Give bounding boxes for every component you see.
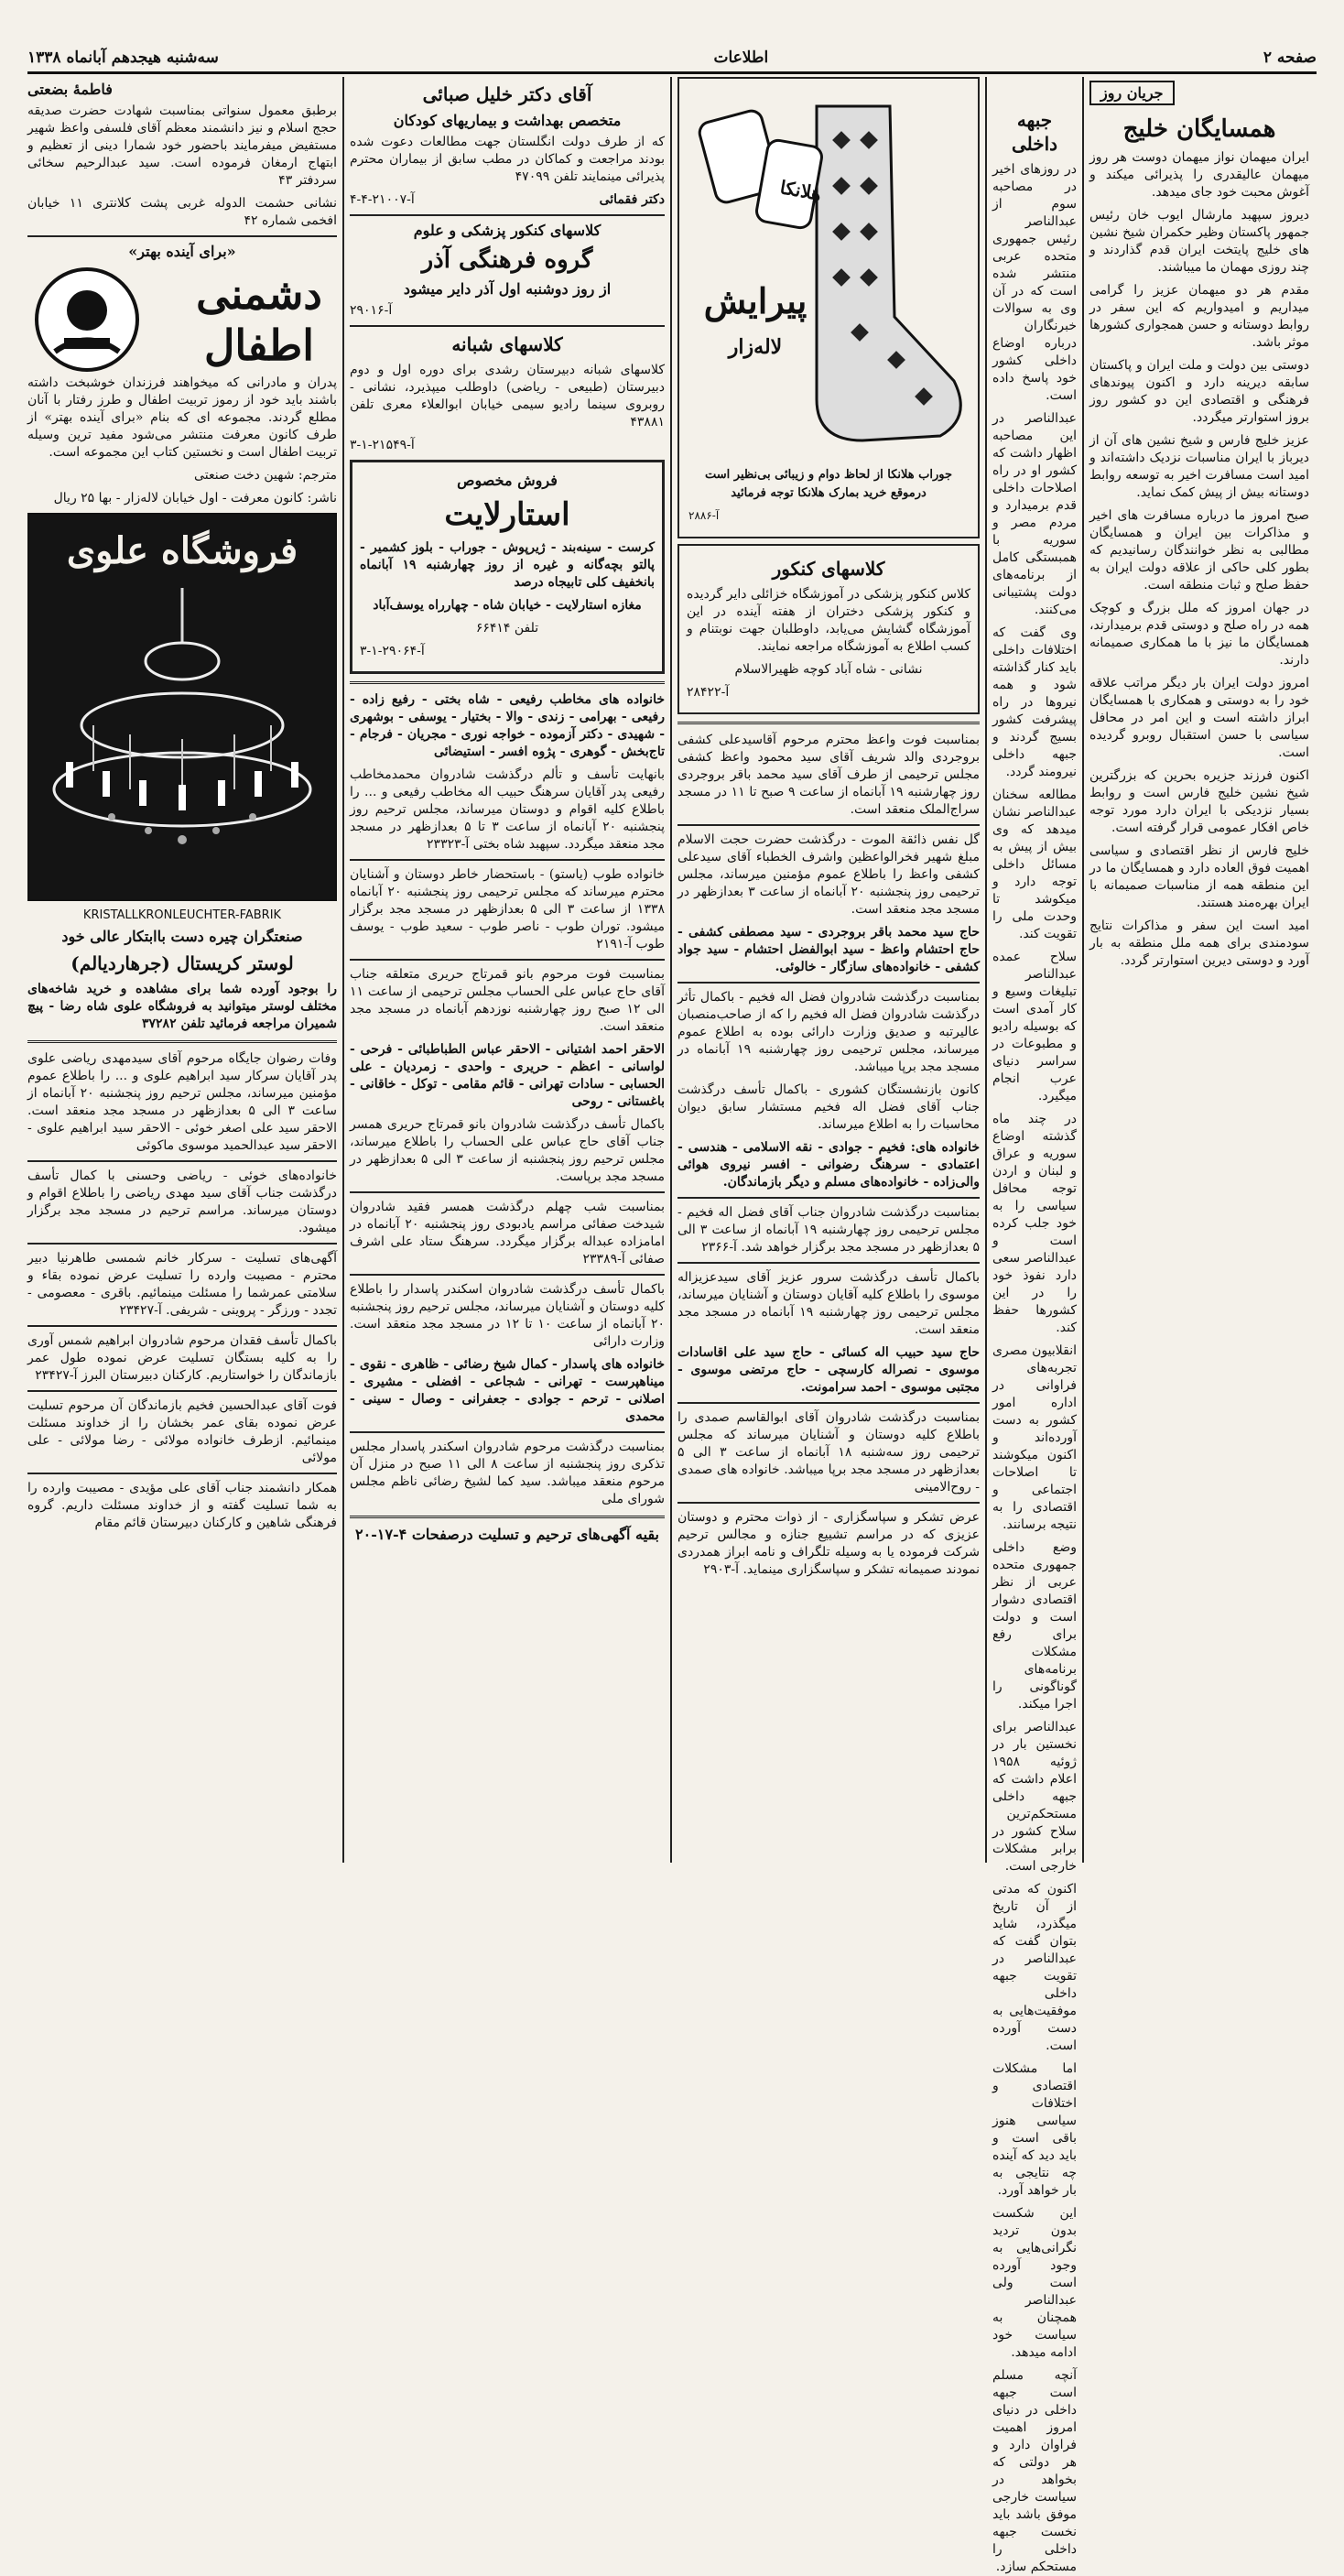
column-internal-front [992,103,1077,2574]
obituary-notice: کانون بازنشستگان کشوری - باکمال تأسف درگذشت جناب آقای فضل اله فخیم مستشار سابق دیوان محاسبات را به اطلاع میرساند. [677,1082,980,1132]
divider [350,1431,665,1433]
ad-title: کلاسهای کنکور [772,558,885,580]
divider [677,1502,980,1504]
condolence-notice: باکمال تأسف فقدان مرحوم شادروان ابراهیم شمس آوری را به کلیه بستگان تسلیت عرض نموده طول عمر بازماندگان را خواستاریم. کارکنان دبیرستان البرز آ-۲۳۴۲۷ [27,1333,337,1383]
paper-name: اطلاعات [713,49,769,67]
column-ads-notices-b [350,77,665,1863]
article-paragraph: مقدم هر دو میهمان عزیز را گرامی میداریم و امیدواریم که این سفر در روابط دوستانه و حسن همجواری کشورها موثر باشد. [1089,283,1309,350]
night-classes-ad [350,332,665,454]
divider [677,824,980,826]
column-rule [985,77,987,1863]
obituary-notice: باکمال تأسف درگذشت شادروان بانو قمرتاج حریری همسر جناب آقای حاج عباس علی الحساب را باطلاع میرساند، مجلس ترحیم روز پنجشنبه از ساعت ۳ الی ۵ بعدازظهر در مسجد مجد برپاست. [350,1117,665,1184]
notice-title: فاطمهٔ بضعتی [27,81,113,98]
divider [27,1325,337,1327]
article-paragraph: عزیز خلیج فارس و شیخ نشین های آن از دیرباز با ایران مناسبات نزدیک داشته‌اند و امید است مسافرت اخیر به توسعه روابط دوستانه بیش از پیش کمک نماید. [1089,433,1309,500]
masthead [27,44,1317,74]
store-text: را بوجود آورده شما برای مشاهده و خرید شاخه‌های مختلف لوستر میتوانید به فروشگاه علوی شاه رضا - پیچ شمیران مراجعه فرمائید تلفن ۳۷۲۸۲ [27,982,337,1031]
divider [350,1274,665,1276]
starlight-ad [350,460,665,674]
obituary-notice: حاج سید حبیب اله کسائی - حاج سید علی اقاسادات موسوی - نصراله کارسچی - حاج مرتضی موسوی - مجتبی موسوی - احمد سرامونت. [677,1345,980,1395]
article-paragraph: وی گفت که اختلافات داخلی باید کنار گذاشته شود و همه نیروها در راه پیشرفت کشور بسیج گردند و جبهه داخلی نیرومند گردد. [992,625,1077,779]
article-paragraph: مطالعه سخنان عبدالناصر نشان میدهد که وی بیش از پیش به مسائل داخلی توجه دارد و میکوشد تا وحدت ملی را تقویت کند. [992,788,1077,941]
page-date: سه‌شنبه هیجدهم آبانماه ۱۳۳۸ [27,49,219,67]
section-tag: جریان روز [1089,81,1175,105]
ad-brand: پیرایش [703,280,807,321]
obituary-notice: عرض تشکر و سپاسگزاری - از ذوات محترم و دوستان عزیزی که در مراسم تشییع جنازه و مجالس ترحیم شرکت فرموده یا به وسیله تلگراف و نامه ابراز همدردی نمودند صمیمانه تشکر و سپاسگزاری مینماید. آ-۲۹۰۳ [677,1510,980,1577]
ad-footer [350,191,665,209]
sock-illustration [679,79,978,463]
ad-code: آ-۲۸۸۶ [688,509,720,522]
notice-text: برطبق معمول سنواتی بمناسبت شهادت حضرت صدیقه حجج اسلام و نیز دانشمند معظم آقای فلسفی واعظ شهیر مستفیض میفرمایند باحضور خود شمارا دینی از تعظیم و ابتهاج ارمغان فرموده است. سید عبدالرحیم سخائی سردفتر ۴۳ [27,103,337,188]
obituary-notice: خانواده های مخاطب رفیعی - شاه بختی - رفیع زاده - رفیعی - بهرامی - زندی - والا - بختیار - یوسفی - بوشهری - شهیدی - دکتر آزموده - خواجه نوری - مجریان - فرجام - تاج‌بخش - گوهری - پژوه افسر - استیضائی [350,692,665,759]
divider [350,214,665,216]
divider [27,1243,337,1245]
ad-address: نشانی - شاه آباد کوچه ظهیرالاسلام [734,662,923,677]
article-paragraph: سلاح عمده عبدالناصر تبلیغات وسیع و کار آمدی است که بوسیله رادیو و مطبوعات در سراسر دنیای عرب انجام میگیرد. [992,950,1077,1103]
obituary-notice: وفات رضوان جایگاه مرحوم آقای سیدمهدی ریاضی علوی پدر آقایان سرکار سید ابراهیم علوی و ... را باطلاع عموم مؤمنین میرساند، مجلس ترحیم روز پنجشنبه ۲۰ آبانماه از ساعت ۳ الی ۵ بعدازظهر در مسجد مجد منعقد است. الاحقر سید علی اصغر خوئی - الاحقر سید ابراهیم علوی - الاحقر سید عبدالحمید موسوی ماکوئی [27,1051,338,1153]
ad-phone: تلفن ۶۶۴۱۴ [475,621,539,636]
ad-code: آ-۲۱۰۰۷-۴-۴ [350,192,415,207]
store-product: لوستر کریستال (جرهاردیالم) [70,952,294,974]
article-paragraph: در روزهای اخیر در مصاحبه سوم از عبدالناصر رئیس جمهوری متحده عربی منتشر شده است که در آن وی به سوالات خبرنگاران درباره اوضاع داخلی کشور خود پاسخ داده است. [992,162,1077,403]
column-rule [1082,77,1084,1863]
divider [350,325,665,327]
column-ads-notices-c [27,77,337,1863]
page-number: صفحه ۲ [1263,49,1317,67]
helanca-sock-ad [677,77,980,538]
page-footer-note: بقیه آگهی‌های ترحیم و تسلیت درصفحات ۴-۱۷-۲۰ [355,1526,659,1543]
obituary-notice: بمناسبت درگذشت شادروان جناب آقای فضل اله فخیم - مجلس ترحیمی روز چهارشنبه ۱۹ آبانماه از ساعت ۳ الی ۵ بعدازظهر در مسجد مجد برگزار خواهد شد. آ-۲۳۶۶ [677,1205,980,1255]
ad-title: کلاسهای شبانه [451,333,563,355]
doctor-ad [350,82,665,209]
ad-text: کلاس کنکور پزشکی در آموزشگاه خزائلی دایر گردیده و کنکور پزشکی دختران از هفته آینده در این آموزشگاه گشایش می‌یابد، داوطلبان جهت نوبتنام و کسب اطلاع به آموزشگاه مراجعه نمایند. [687,587,970,654]
obituary-notice: حاج سید محمد باقر بروجردی - سید مصطفی کشفی - حاج احتشام واعظ - سید ابوالفضل احتشام - سید جواد کشفی - خانواده‌های سازگار - خالوئی. [677,925,980,974]
divider [677,1197,980,1199]
book-title: دشمنی [196,269,322,319]
chandelier-ad-image [27,513,337,901]
article-paragraph: امید است این سفر و مذاکرات نتایج سودمندی برای همه ملل منطقه به بار آورد و دوستی دیرین استوارتر گردد. [1089,918,1309,968]
divider [27,1160,337,1162]
article-paragraph: دوستی بین دولت و ملت ایران و پاکستان سابقه دیرینه دارد و اکنون پیوندهای فرهنگی و اقتصادی این دو کشور روز بروز استوارتر میگردد. [1089,358,1309,425]
book-ad [27,243,337,507]
article-title: جبهه داخلی [1011,109,1058,155]
article-paragraph: آنچه مسلم است جبهه داخلی در دنیای امروز اهمیت فراوان دارد و هر دولتی که بخواهد در سیاست خارجی موفق باشد باید نخست جبهه داخلی را مستحکم سازد. [992,2368,1077,2574]
column-rule [670,77,672,1863]
store-subtitle: صنعتگران چیره دست باابتکار عالی خود [61,928,303,945]
fatemeh-notice [27,81,337,230]
ad-line: جوراب هلانکا از لحاظ دوام و زیبائی بی‌نظیر است [704,468,953,482]
article-paragraph: عبدالناصر برای نخستین بار در ژوئیه ۱۹۵۸ اعلام داشت که جبهه داخلی مستحکم‌ترین سلاح کشور در برابر مشکلات خارجی است. [992,1720,1077,1874]
ad-code: آ-۲۸۴۲۲ [687,685,730,700]
ad-kicker: «برای آینده بهتر» [128,243,236,260]
ad-sign: دکتر فقمائی [599,192,665,207]
obituary-notice: باکمال تأسف درگذشت سرور عزیز آقای سیدعزیزاله موسوی را باطلاع کلیه آقایان دوستان و آشنایان میرساند، مجلس ترحیمی روز چهارشنبه ۱۹ آبانماه در مسجد مجد منعقد است. [677,1270,980,1337]
ad-code: آ-۲۱۵۴۹-۱-۳ [350,438,415,452]
ad-code: آ-۲۹۰۶۴-۱-۳ [360,644,425,658]
ad-text: از روز دوشنبه اول آذر دایر میشود [403,280,612,298]
divider [350,1191,665,1193]
obituary-notice: بمناسبت فوت واعظ محترم مرحوم آقاسیدعلی کشفی بروجردی والد شریف آقای سید محمود واعظ کشفی مجلس ترحیمی از طرف آقای سید محمد باقر بروجردی روز چهارشنبه ۱۹ آبانماه از ساعت ۹ صبح تا ۱۱ در مسجد سراج‌الملک منعقد است. [677,733,980,817]
ad-location: لاله‌زار [728,335,783,359]
ad-text: کلاسهای شبانه دبیرستان رشدی برای دوره اول و دوم دبیرستان (طبیعی - ریاضی) داوطلب میپذیرد، نشانی - روبروی سینما رادیو سیمی خیابان ابوالعلاء معری تلفن ۴۳۸۸۱ [350,363,665,429]
article-paragraph: این شکست بدون تردید نگرانی‌هایی به وجود آورده است ولی عبدالناصر همچنان به سیاست خود ادامه میدهد. [992,2206,1077,2360]
condolence-notice: همکار دانشمند جناب آقای علی مؤیدی - مصیبت وارده را به شما تسلیت گفته و از خداوند مسئلت داریم. گروه فرهنگی شاهین و کارکنان دبیرستان قائم مقام [27,1481,337,1530]
ad-text: پدران و مادرانی که میخواهند فرزندان خوشبخت داشته باشند باید خود از رموز تربیت اطفال و طرز رفتار با آنان مطلع گردند. مجموعه ای که بنام «برای آینده بهتر» از طرف کانون معرفت منتشر می‌شود مفید ترین وسیله تربیت اطفال است و نخستین کتاب این مجموعه است. [27,375,337,460]
column-rule [342,77,344,1863]
article-paragraph: خلیج فارس از نظر اقتصادی و سیاسی اهمیت فوق العاده دارد و همسایگان ما در این منطقه همه از مناسبات صمیمانه با ایران بهره‌مند هستند. [1089,843,1309,910]
divider [677,1402,980,1404]
article-paragraph: وضع داخلی جمهوری متحده عربی از نظر اقتصادی دشوار است و دولت برای رفع مشکلات برنامه‌های گوناگونی را اجرا میکند. [992,1540,1077,1712]
chandelier-icon [29,588,335,899]
ad-publisher: ناشر: کانون معرفت - اول خیابان لاله‌زار - بها ۲۵ ریال [53,491,337,505]
article-paragraph: در چند ماه گذشته اوضاع سوریه و عراق و لبنان و اردن توجه محافل سیاسی را به خود جلب کرده است و عبدالناصر سعی دارد نفوذ خود را در این کشورها حفظ کند. [992,1112,1077,1335]
obituary-notice: بمناسبت شب چهلم درگذشت همسر فقید شادروان شیدخت صفائی مراسم یادبودی روز پنجشنبه ۲۰ آبانماه در امامزاده عبداله برگزار میگردد. سرهنگ ستاد علی اشرف صفائی آ-۲۳۳۸۹ [350,1200,665,1266]
book-title: اطفال [203,321,315,370]
ad-title: گروه فرهنگی آذر [421,246,593,274]
article-paragraph: امروز دولت ایران بار دیگر مراتب علاقه خود را به دوستی و همکاری با همسایگان ابراز داشته است و این امر در محافل سیاسی با حسن استقبال روبرو گردیده است. [1089,676,1309,760]
konkur-ad [677,544,980,714]
obituary-notice: بانهایت تأسف و تألم درگذشت شادروان محمدمخاطب رفیعی پدر آقایان سرهنگ حبیب اله مخاطب رفیعی و ... را باطلاع کلیه اقوام و دوستان میرساند، مجلس ترحیم روز پنجشنبه ۲۰ آبانماه از ساعت ۳ تا ۵ بعدازظهر در مسجد مجد منعقد میگردد. سپهبد شاه بختی آ-۲۳۳۲۳ [350,767,665,852]
divider [27,1040,337,1043]
ad-kicker: کلاسهای کنکور پزشکی و علوم [413,222,602,239]
divider [350,959,665,961]
obituary-notice: بمناسبت درگذشت شادروان آقای ابوالقاسم صمدی را باطلاع کلیه دوستان و آشنایان میرساند که مجلس ترحیمی روز سه‌شنبه ۱۸ آبانماه از ساعت ۳ الی ۵ بعدازظهر در مسجد مجد برپا میباشد. خانواده های صمدی - روح‌الامینی [677,1410,980,1495]
ad-line: درموقع خرید بمارک هلانکا توجه فرمائید [731,486,927,500]
column-gulf-neighbors [1089,77,1309,1863]
obituary-notice: خانواده های: فخیم - جوادی - نقه الاسلامی - هندسی - اعتمادی - سرهنگ رضوانی - افسر نیروی هوائی والی‌زاده - خانواده‌های مسلم و دیگر بازماندگان. [677,1140,980,1190]
article-paragraph: دیروز سپهبد مارشال ایوب خان رئیس جمهور پاکستان وظیر حکمران شیخ نشین های خلیج پایتخت ایران قدم گذاردند و چند روزی مهمان ما میباشند. [1089,208,1309,275]
column-ads-notices-a [677,77,980,1863]
book-emblem-icon [27,265,146,375]
obituary-notice: گل نفس ذائقة الموت - درگذشت حضرت حجت الاسلام مبلغ شهیر فخرالواعظین واشرف الخطباء آقای سیدعلی کشفی واعظ را باطلاع عموم مؤمنین میرساند، مجلس ترحیمی روز پنجشنبه ۲۰ آبانماه از ساعت ۳ بعدازظهر در مسجد مجد منعقد است. [677,832,980,917]
obituary-notice: خانواده طوب (یاستو) - باستحضار خاطر دوستان و آشنایان محترم میرساند که مجلس ترحیمی روز پنجشنبه ۲۰ آبانماه ۱۳۳۸ از ساعت ۳ الی ۵ بعدازظهر در مسجد مجد برگزار میشود. توران طوب - ناصر طوب - سعید طوب - یوسف طوب آ-۲۱۹۱ [350,867,666,951]
obituary-notice: الاحقر احمد اشتیانی - الاحقر عباس الطباطبائی - فرحی - لواسانی - اعظم - حریری - واحدی - زمردیان - علی الحسابی - سادات تهرانی - قائم مقامی - توکل - خاقانی - باغستانی - روحی [350,1042,665,1109]
divider [27,1473,337,1474]
azar-ad [350,222,665,320]
book-title-block [181,268,337,371]
ad-translator: مترجم: شهین دخت صنعتی [194,468,337,483]
notice-address: نشانی حشمت الدوله غربی پشت کلانتری ۱۱ خیابان افخمی شماره ۴۲ [27,196,337,228]
article-paragraph: عبدالناصر در این مصاحبه اظهار داشت که کشور او در راه اصلاحات داخلی قدم برمیدارد و مردم مصر و سوریه با همبستگی کامل از برنامه‌های دولت پشتیبانی می‌کنند. [992,411,1077,617]
store-caption: KRISTALLKRONLEUCHTER-FABRIK [82,908,282,922]
ad-kicker: فروش مخصوص [457,472,558,489]
ad-title: آقای دکتر خلیل صبائی [422,83,592,105]
article-paragraph: اما مشکلات اقتصادی و اختلافات سیاسی هنوز باقی است و باید دید که آینده چه نتایجی به بار خواهد آورد. [992,2061,1077,2198]
divider [27,235,337,237]
obituary-notice: بمناسبت درگذشت مرحوم شادروان اسکندر پاسدار مجلس تذکری روز پنجشنبه از ساعت ۸ الی ۱۱ صبح در منزل آن مرحوم منعقد میباشد. سید کما لشیخ رضائی ناظم مجلس شورای ملی [350,1440,665,1506]
article-title: همسایگان خلیج [1122,115,1276,143]
article-paragraph: صبح امروز ما درباره مسافرت های اخیر و مذاکرات بین ایران و همسایگان مطالبی به نظر خوانندگان رسانیدیم که بطور کلی حاکی از علاقه دولت ایران به حفظ صلح و ثبات منطقه است. [1089,508,1309,592]
ad-text: که از طرف دولت انگلستان جهت مطالعات دعوت شده بودند مراجعت و کماکان در مطب سابق از بیماران محترم پذیرائی مینمایند تلفن ۴۷۰۹۹ [350,135,665,184]
obituary-notice: خانواده‌های خوئی - ریاضی وحسنی با کمال تأسف درگذشت جناب آقای سید مهدی ریاضی را باطلاع اقوام و دوستان میرساند. مراسم ترحیم در مسجد مجد برگزار میشود. [27,1168,337,1235]
book-ad-header [27,265,337,375]
article-paragraph: در جهان امروز که ملل بزرگ و کوچک همه در راه صلح و دوستی قدم برمیدارند، همسایگان ما نیز با ما همکاری صمیمانه دارند. [1089,601,1309,668]
ad-shop: مغازه استارلایت - خیابان شاه - چهارراه یوسف‌آباد [373,598,642,613]
divider [350,859,665,861]
article-paragraph: اکنون فرزند جزیره بحرین که بزرگترین شیخ نشین خلیج فارس است و روابط بسیار نزدیکی با ایران دارد مورد توجه خاص افکار عمومی قرار گرفته است. [1089,768,1309,835]
ad-title: استارلایت [444,496,570,533]
condolence-notice: فوت آقای عبدالحسین فخیم بازماندگان آن مرحوم تسلیت عرض نموده بقای عمر بخشان را از خداوند مسئلت مینمائیم. ازطرف خانواده مولائی - رضا مولائی - علی مولائی [27,1398,337,1465]
divider [677,1262,980,1264]
ad-code: آ-۲۹۰۱۶ [350,303,393,318]
store-title: فروشگاه علوی [66,529,298,572]
divider [27,1390,337,1392]
article-paragraph: ایران میهمان نواز میهمان دوست هر روز میهمان عالیقدری را پذیرائی میکند و آغوش محبت خود جای میدهد. [1089,150,1309,200]
divider [350,681,665,684]
obituary-notice: باکمال تأسف درگذشت شادروان اسکندر پاسدار را باطلاع کلیه دوستان و آشنایان میرساند، مجلس ترحیم روز پنجشنبه ۲۰ آبانماه از ساعت ۱۰ تا ۱۲ در مسجد مجد منعقد است. وزارت دارائی [350,1282,665,1349]
condolence-notice: آگهی‌های تسلیت - سرکار خانم شمسی طاهرنیا دبیر محترم - مصیبت وارده را تسلیت عرض نموده بقاء و سلامتی عمرشما را مسئلت مینمائیم. باقری - معصومی - تجدد - ورزگر - پروینی - شریفی. آ-۲۳۴۲۷ [27,1251,337,1318]
obituary-notice: خانواده های پاسدار - کمال شیخ رضائی - ظاهری - نقوی - میناهپرست - تهرانی - شجاعی - افضلی - مشیری - اصلانی - ترحم - جوادی - جعفرانی - وصال - سینی - محمدی [350,1357,665,1424]
divider [350,1516,665,1518]
article-paragraph: اکنون که مدتی از آن تاریخ میگذرد، شاید بتوان گفت که عبدالناصر در تقویت جبهه داخلی موفقیت‌هایی به دست آورده است. [992,1882,1077,2053]
helanca-logo: هلانکا [778,176,823,205]
divider [677,982,980,984]
obituary-notice: بمناسبت فوت مرحوم بانو قمرتاج حریری متعلقه جناب آقای حاج عباس علی الحساب مجلس ترحیمی از ساعت ۱۱ الی ۱۲ صبح روز چهارشنبه نوزدهم آبانماه در مسجد مجد منعقد است. [350,967,665,1034]
divider [677,722,980,724]
ad-subtitle: متخصص بهداشت و بیماریهای کودکان [393,112,622,129]
article-paragraph: انقلابیون مصری تجربه‌های فراوانی در اداره امور کشور به دست آورده‌اند و اکنون میکوشند تا اصلاحات اجتماعی و اقتصادی را به نتیجه برسانند. [992,1343,1077,1532]
obituary-notice: بمناسبت درگذشت شادروان فضل اله فخیم - باکمال تأثر درگذشت شادروان فضل اله فخیم را که از صاحب‌منصبان عالیرتبه و صدیق وزارت دارائی بوده به اطلاع عموم میرساند، مجلس ترحیمی روز چهارشنبه ۱۹ آبانماه در مسجد مجد برپا میباشد. [677,990,981,1074]
ad-text: کرست - سینه‌بند - ژیرپوش - جوراب - بلوز کشمیر - پالتو بچه‌گانه و غیره از روز چهارشنبه ۱۹ آبانماه بانخفیف کلی تابیجاه درصد [360,540,655,590]
